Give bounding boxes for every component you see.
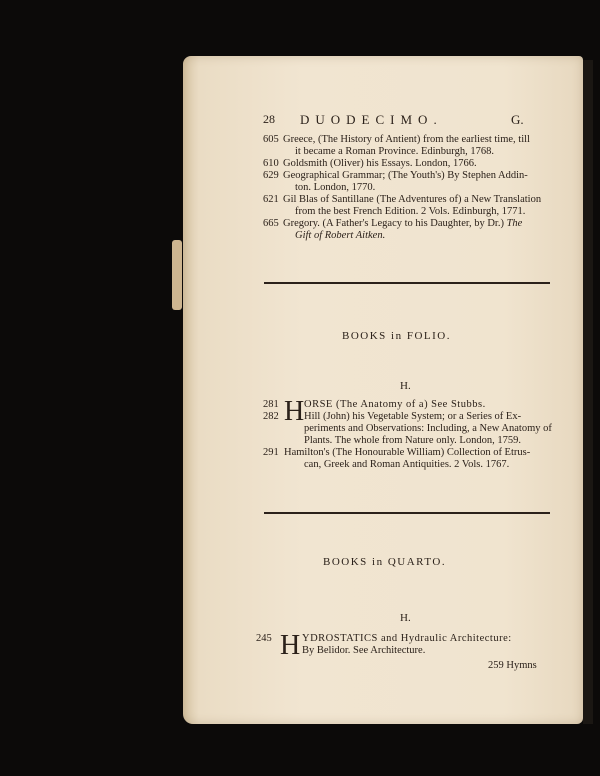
page-edge xyxy=(172,240,182,310)
entry-text-cont: ton. London, 1770. xyxy=(295,182,376,193)
entry-text-cont: periments and Observations: Including, a New Anatomy of xyxy=(304,423,552,434)
catchword: 259 Hymns xyxy=(488,660,537,671)
entry-text-cont: it became a Roman Province. Edinburgh, 1768. xyxy=(295,146,494,157)
entry-text-cont: Plants. The whole from Nature only. London, 1759. xyxy=(304,435,521,446)
entry-text: Hamilton's (The Honourable William) Collection of Etrus- xyxy=(284,447,531,458)
quarto-letter: H. xyxy=(400,612,411,624)
entry-text: Gregory. (A Father's Legacy to his Daughter, by Dr.) xyxy=(283,218,504,229)
running-head-title: DUODECIMO. xyxy=(300,112,443,127)
duodecimo-list xyxy=(263,134,563,242)
running-head-letter: G. xyxy=(511,112,524,127)
entry-text-italic: The xyxy=(506,218,523,229)
list-item xyxy=(263,218,563,242)
entry-text: Geographical Grammar; (The Youth's) By Stephen Addin- xyxy=(283,170,528,181)
entry-number: 665 xyxy=(263,218,279,229)
entry-text: YDROSTATICS and Hydraulic Architecture: xyxy=(302,633,512,644)
entry-number: 605 xyxy=(263,134,279,145)
entry-text-cont: can, Greek and Roman Antiquities. 2 Vols. 1767. xyxy=(304,459,510,470)
list-item xyxy=(263,194,563,218)
entry-number: 621 xyxy=(263,194,279,205)
entry-number: 610 xyxy=(263,158,279,169)
entry-number: 282 xyxy=(263,411,279,422)
entry-text-cont: from the best French Edition. 2 Vols. Edinburgh, 1771. xyxy=(295,206,526,217)
entry-text: Gil Blas of Santillane (The Adventures of) a New Translation xyxy=(283,194,542,205)
entry-number: 281 xyxy=(263,399,279,410)
entry-text: Goldsmith (Oliver) his Essays. London, 1766. xyxy=(283,158,477,169)
entry-text-cont: By Belidor. See Architecture. xyxy=(302,645,426,656)
list-item xyxy=(263,170,563,194)
list-item xyxy=(263,134,563,158)
folio-letter: H. xyxy=(400,380,411,392)
book-edge-shadow xyxy=(583,60,593,724)
section-rule xyxy=(264,282,550,284)
entry-text: ORSE (The Anatomy of a) See Stubbs. xyxy=(304,399,486,410)
entry-text: Greece, (The History of Antient) from the earliest time, till xyxy=(283,134,530,145)
entry-number: 245 xyxy=(256,633,272,644)
quarto-section-title: BOOKS in QUARTO. xyxy=(323,556,447,568)
entry-number: 629 xyxy=(263,170,279,181)
drop-cap: H xyxy=(280,630,301,661)
page-number: 28 xyxy=(263,112,275,126)
entry-text-cont: Gift of Robert Aitken. xyxy=(295,230,386,241)
list-item xyxy=(263,158,563,170)
entry-number: 291 xyxy=(263,447,279,458)
section-rule xyxy=(264,512,550,514)
entry-text: Hill (John) his Vegetable System; or a Series of Ex- xyxy=(304,411,522,422)
folio-section-title: BOOKS in FOLIO. xyxy=(342,330,451,342)
drop-cap: H xyxy=(284,396,305,427)
